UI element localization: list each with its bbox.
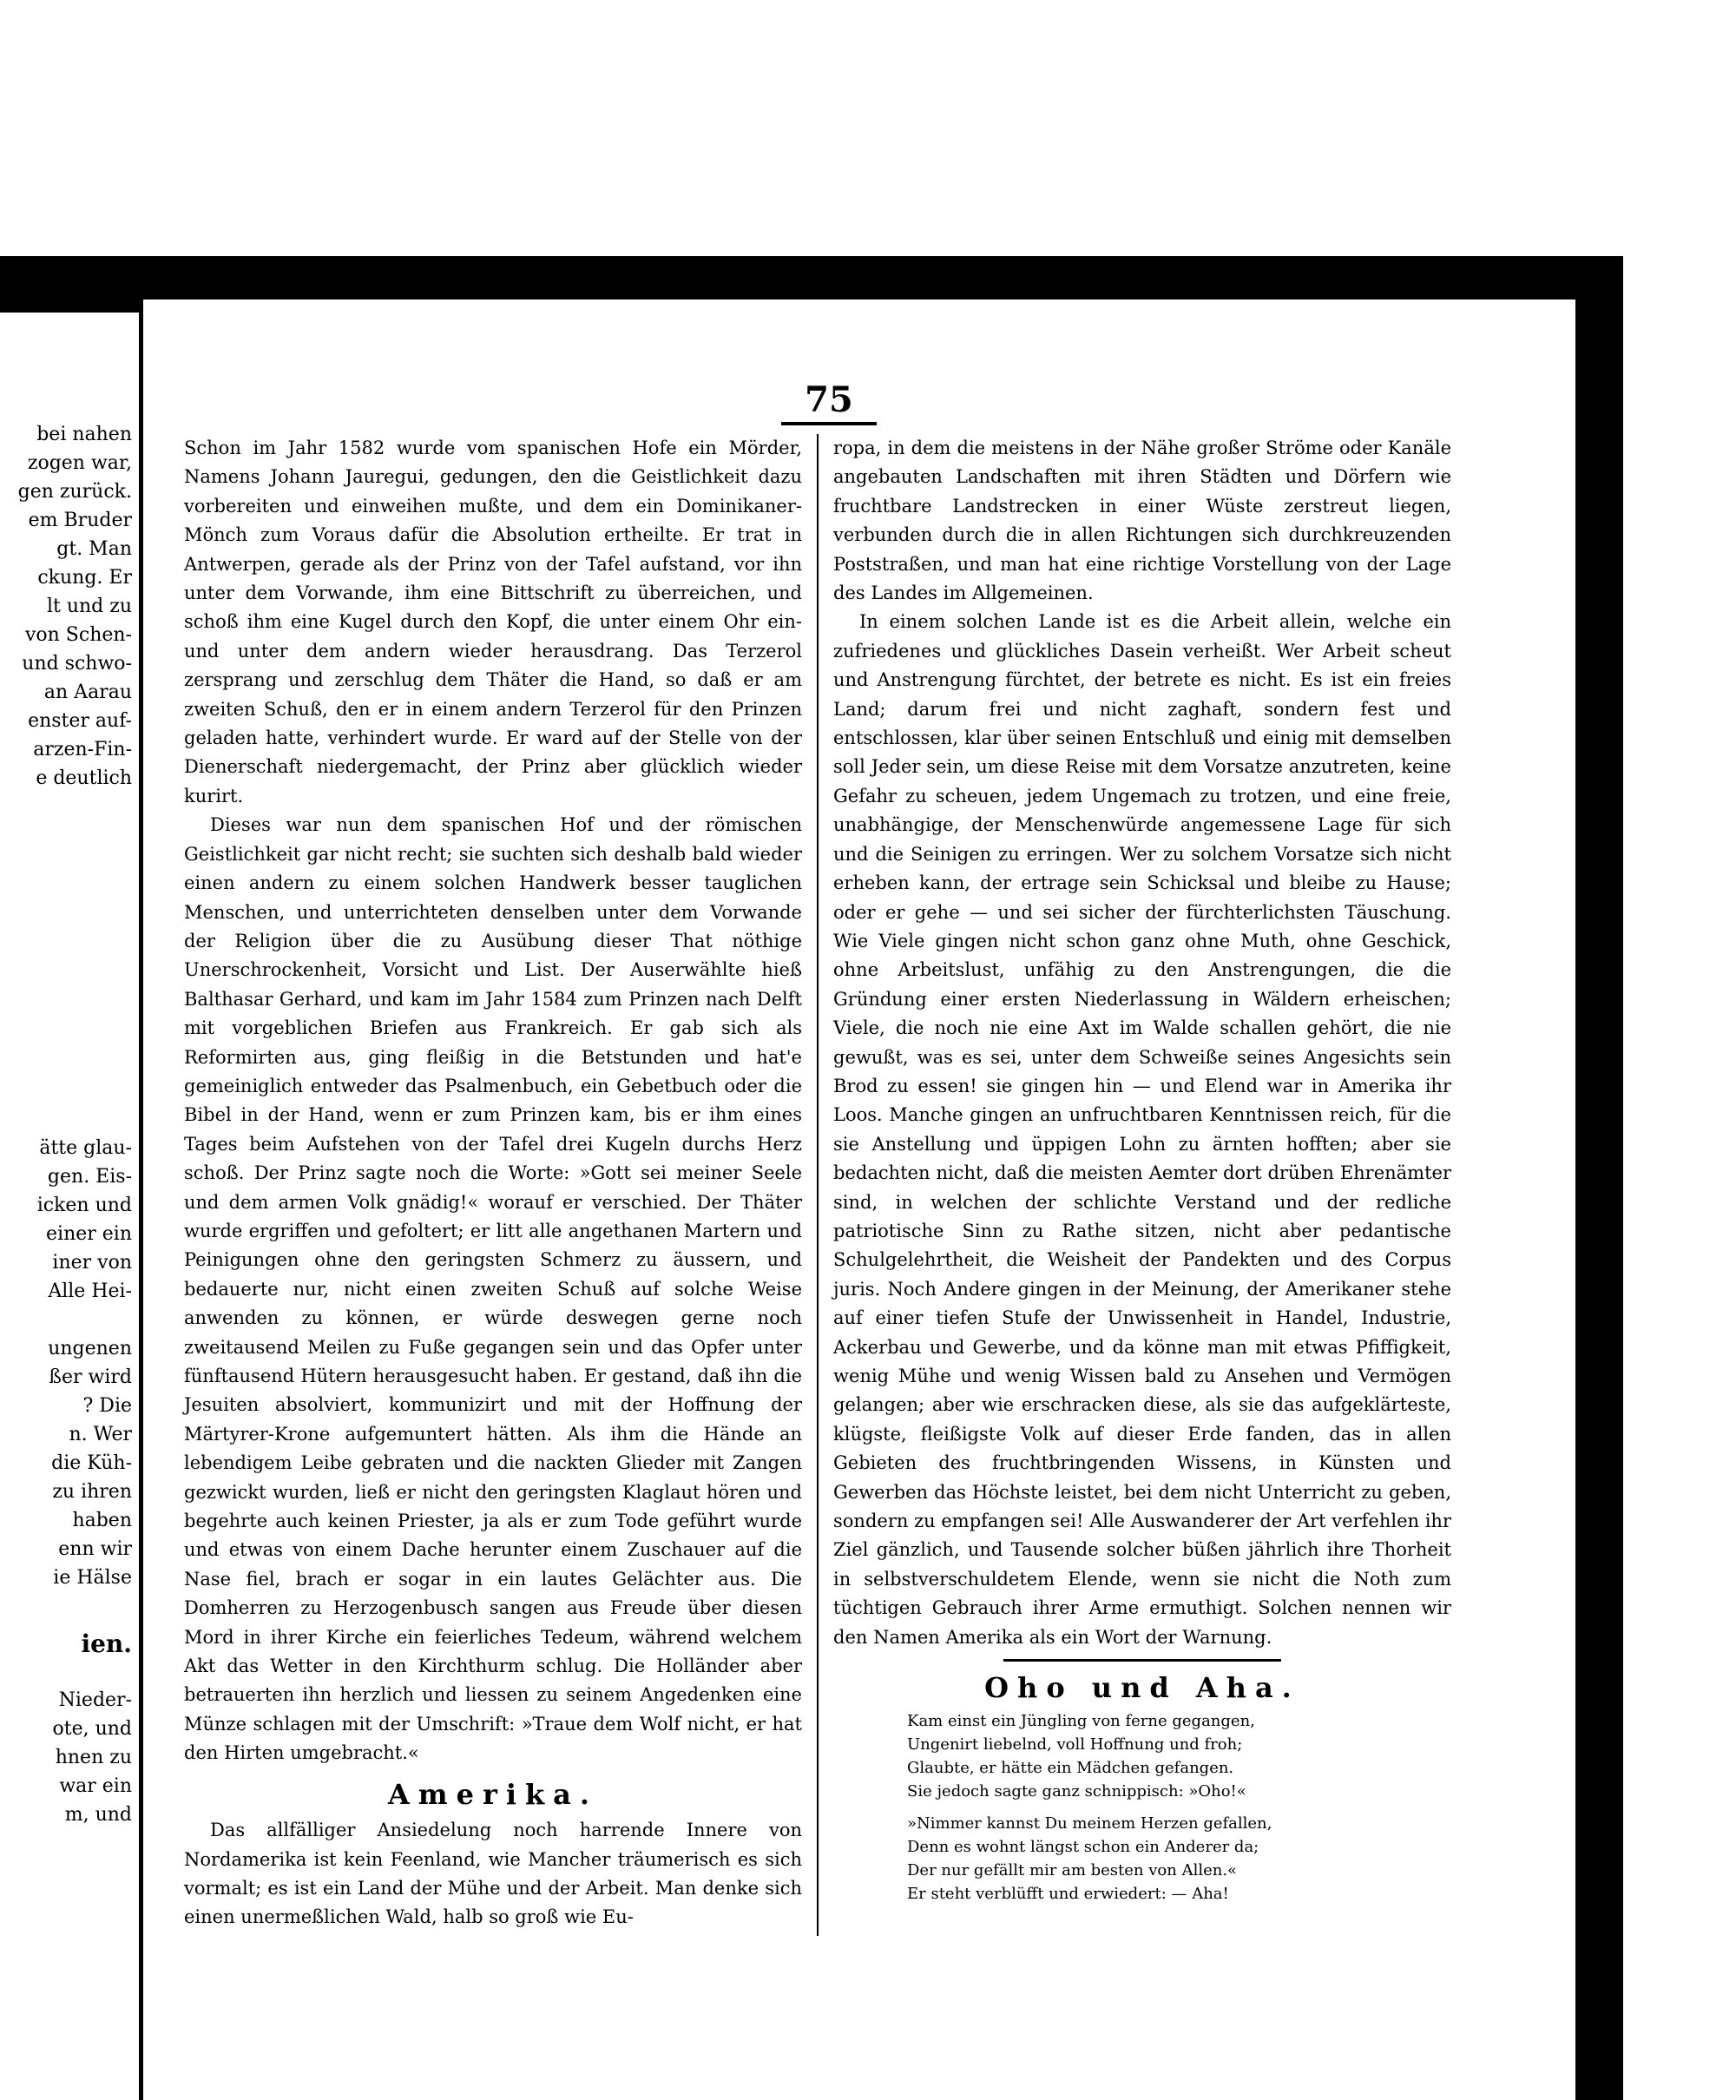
poem-title: Oho und Aha. [984,1671,1300,1705]
poem-line: »Nimmer kannst Du meinem Herzen gefallen, [907,1814,1272,1833]
left-page-text-fragment: und schwo- [22,653,132,675]
poem-line: Ungenirt liebelnd, voll Hoffnung und froh; [907,1735,1243,1754]
stanza-gap [907,1803,1451,1812]
left-page-text-fragment: Nieder- [58,1689,132,1711]
section-heading-amerika: Amerika. [387,1777,599,1811]
poem-line: Kam einst ein Jüngling von ferne gegangen, [907,1712,1255,1731]
left-page-text-fragment: n. Wer [69,1424,132,1445]
paragraph: ropa, in dem die meistens in der Nähe großer Ströme oder Kanäle angebauten Landschaften mit ihren Städten und Dörfern wie fruchtbare Landstrecken in einer Wüste zerstreut liegen, verbunden durch die in allen Richtungen sich durchkreuzenden Poststraßen, und man hat eine richtige Vorstellung von der Lage des Landes im Allgemeinen. [833,438,1451,604]
poem-line: Sie jedoch sagte ganz schnippisch: »Oho!« [907,1782,1246,1801]
left-page-text-fragment: icken und [36,1195,132,1216]
left-page-text-fragment: die Küh- [51,1452,132,1474]
poem [833,1709,1451,1906]
left-page-text-fragment: ßer wird [49,1366,132,1388]
left-page-text-fragment: ien. [81,1629,132,1658]
left-page-text-fragment: gt. Man [56,538,132,560]
left-page-text-fragment: hnen zu [55,1747,132,1768]
column-right [833,434,1451,1906]
left-page-text-fragment: von Schen- [24,624,132,646]
left-page-text-fragment: haben [72,1510,132,1531]
left-page-text-fragment: ätte glau- [39,1137,132,1159]
left-page-text-fragment: e deutlich [36,767,132,789]
left-page-text-fragment: ote, und [52,1718,132,1740]
column-divider [817,434,819,1936]
left-page-text-fragment: ? Die [82,1395,132,1417]
poem-line: Denn es wohnt längst schon ein Anderer da; [907,1838,1259,1857]
left-page-text-fragment: ungenen [48,1338,132,1359]
left-page-text-fragment: bei nahen [36,424,132,445]
left-page-text-fragment: an Aarau [43,681,132,703]
left-page-fragment [0,313,139,2100]
paragraph: In einem solchen Lande ist es die Arbeit allein, welche ein zufriedenes und glückliches Dasein verheißt. Wer Arbeit scheut und Anstrengung fürchtet, der betrete es nicht. Es ist ein freies Land; darum frei und nicht zaghaft, sondern fest und entschlossen, klar über seinen Entschluß und einig mit demselben soll Jeder sein, um diese Reise mit dem Vorsatze anzutreten, keine Gefahr zu scheuen, jedem Ungemach zu trotzen, und eine freie, unabhängige, der Menschenwürde angemessene Lage für sich und die Seinigen zu erringen. Wer zu solchem Vorsatze sich nicht erheben kann, der ertrage sein Schicksal und bleibe zu Hause; oder er gehe — und sei sicher der fürchterlichsten Täuschung. Wie Viele gingen nicht schon ganz ohne Muth, ohne Geschick, ohne Arbeitslust, unfähig zu den Anstrengungen, die die Gründung einer ersten Niederlassung in Wäldern erheischen; Viele, die noch nie eine Axt im Walde schallen gehört, die nie gewußt, was es sei, unter dem Schweiße seines Angesichts sein Brod zu essen! sie gingen hin — und Elend war in Amerika ihr Loos. Manche gingen an unfruchtbaren Kenntnissen reich, für die sie Anstellung und üppigen Lohn zu ärnten hofften; aber sie bedachten nicht, daß die meisten Aemter dort drüben Ehrenämter sind, in welchen der schlichte Verstand und der redliche patriotische Sinn zu Rathe sitzen, nicht aber pedantische Schulgelehrtheit, die Weisheit der Pandekten und des Corpus juris. Noch Andere gingen in der Meinung, der Amerikaner stehe auf einer tiefen Stufe der Unwissenheit in Handel, Industrie, Ackerbau und Gewerbe, und da könne man mit etwas Pfiffigkeit, wenig Mühe und wenig Wissen bald zu Ansehen und Vermögen gelangen; aber wie erschracken diese, als sie das aufgeklärteste, klügste, fleißigste Volk auf dieser Erde fanden, das in allen Gebieten des fruchtbringenden Wissens, in Künsten und Gewerben das Höchste leistet, bei dem nicht Unterricht zu geben, sondern zu empfangen sei! Alle Auswanderer der Art verfehlen ihr Ziel gänzlich, und Tausende solcher büßen jährlich ihre Thorheit in selbstverschuldetem Elende, wenn sie nicht die Noth zum tüchtigen Gebrauch ihrer Arme ermuthigt. Solchen nennen wir den Namen Amerika als ein Wort der Warnung. [833,611,1451,1648]
section-rule [1003,1659,1281,1662]
left-page-text-fragment: Alle Hei- [48,1280,132,1302]
poem-line: Er steht verblüfft und erwiedert: — Aha! [907,1885,1229,1904]
left-page-text-fragment: zogen war, [27,452,132,474]
left-page-text-fragment: war ein [59,1775,132,1797]
left-page-text-fragment: em Bruder [28,510,132,531]
left-page-text-fragment: enster auf- [28,710,132,732]
left-page-text-fragment: ie Hälse [53,1567,132,1589]
left-page-text-fragment: lt und zu [46,596,132,617]
paragraph: Dieses war nun dem spanischen Hof und der römischen Geistlichkeit gar nicht recht; sie suchten sich deshalb bald wieder einen andern zu einem solchen Handwerk besser tauglichen Menschen, und unterrichteten denselben unter dem Vorwande der Religion über die zu Ausübung dieser That nöthige Unerschrockenheit, Vorsicht und List. Der Auserwählte hieß Balthasar Gerhard, und kam im Jahr 1584 zum Prinzen nach Delft mit vorgeblichen Briefen aus Frankreich. Er gab sich als Reformirten aus, ging fleißig in die Betstunden und hat'e gemeiniglich entweder das Psalmenbuch, ein Gebetbuch oder die Bibel in der Hand, wenn er zum Prinzen kam, bis er ihm eines Tages beim Aufstehen von der Tafel drei Kugeln durchs Herz schoß. Der Prinz sagte noch die Worte: »Gott sei meiner Seele und dem armen Volk gnädig!« worauf er verschied. Der Thäter wurde ergriffen und gefoltert; er litt alle angethanen Martern und Peinigungen ohne den geringsten Schmerz zu äussern, und bedauerte nur, nicht einen zweiten Schuß auf solche Weise anwenden zu können, er würde deswegen gerne noch zweitausend Meilen zu Fuße gegangen sein und das Opfer unter fünftausend Hütern herausgesucht haben. Er gestand, daß ihn die Jesuiten absolviert, kommunizirt und mit der Hoffnung der Märtyrer-Krone aufgemuntert hätten. Als ihm die Hände an lebendigem Leibe gebraten und die nackten Glieder mit Zangen gezwickt wurden, ließ er nicht den geringsten Klaglaut hören und begehrte auch keinen Priester, ja als er zum Tode geführt wurde und etwas von einem Dache herunter einem Zuschauer auf die Nase fiel, brach er sogar in ein lautes Gelächter aus. Die Domherren zu Herzogenbusch sangen aus Freude über diesen Mord in ihrer Kirche ein feierliches Tedeum, während welchem Akt das Wetter in den Kirchthurm schlug. Die Holländer aber betrauerten ihn herzlich und liessen zu seinem Angedenken eine Münze schlagen mit der Umschrift: »Traue dem Wolf nicht, er hat den Hirten umgebracht.« [184,814,802,1764]
left-page-text-fragment: gen zurück. [17,481,132,503]
poem-line: Der nur gefällt mir am besten von Allen.« [907,1861,1238,1880]
left-page-text-fragment: m, und [64,1804,132,1826]
left-page-text-fragment: zu ihren [52,1481,132,1503]
page-number: 75 [781,379,877,425]
left-page-text-fragment: arzen-Fin- [33,739,132,760]
poem-line: Glaubte, er hätte ein Mädchen gefangen. [907,1759,1234,1778]
left-page-text-fragment: ckung. Er [37,567,132,589]
left-page-text-fragment: einer ein [46,1223,132,1245]
paragraph: Das allfälliger Ansiedelung noch harrende Innere von Nordamerika ist kein Feenland, wie Mancher träumerisch es sich vormalt; es ist ein Land der Mühe und der Arbeit. Man denke sich einen unermeßlichen Wald, halb so groß wie Eu- [184,1820,802,1928]
left-page-text-fragment: iner von [52,1252,132,1274]
column-left [184,434,802,1932]
left-page-text-fragment: gen. Eis- [47,1166,132,1188]
left-page-text-fragment: enn wir [58,1538,132,1560]
paragraph: Schon im Jahr 1582 wurde vom spanischen Hofe ein Mörder, Namens Johann Jauregui, gedungen, den die Geistlichkeit dazu vorbereiten und einweihen mußte, und dem ein Dominikaner-Mönch zum Voraus dafür die Absolution ertheilte. Er trat in Antwerpen, gerade als der Prinz von der Tafel aufstand, vor ihn unter dem Vorwande, ihm eine Bittschrift zu überreichen, und schoß ihm eine Kugel durch den Kopf, die unter einem Ohr ein- und unter dem andern wieder herausdrang. Das Terzerol zersprang und zerschlug dem Thäter die Hand, so daß er am zweiten Schuß, den er in einem andern Terzerol für den Prinzen geladen hatte, verhindert wurde. Er ward auf der Stelle von der Dienerschaft niedergemacht, der Prinz aber glücklich wieder kurirt. [184,438,802,806]
